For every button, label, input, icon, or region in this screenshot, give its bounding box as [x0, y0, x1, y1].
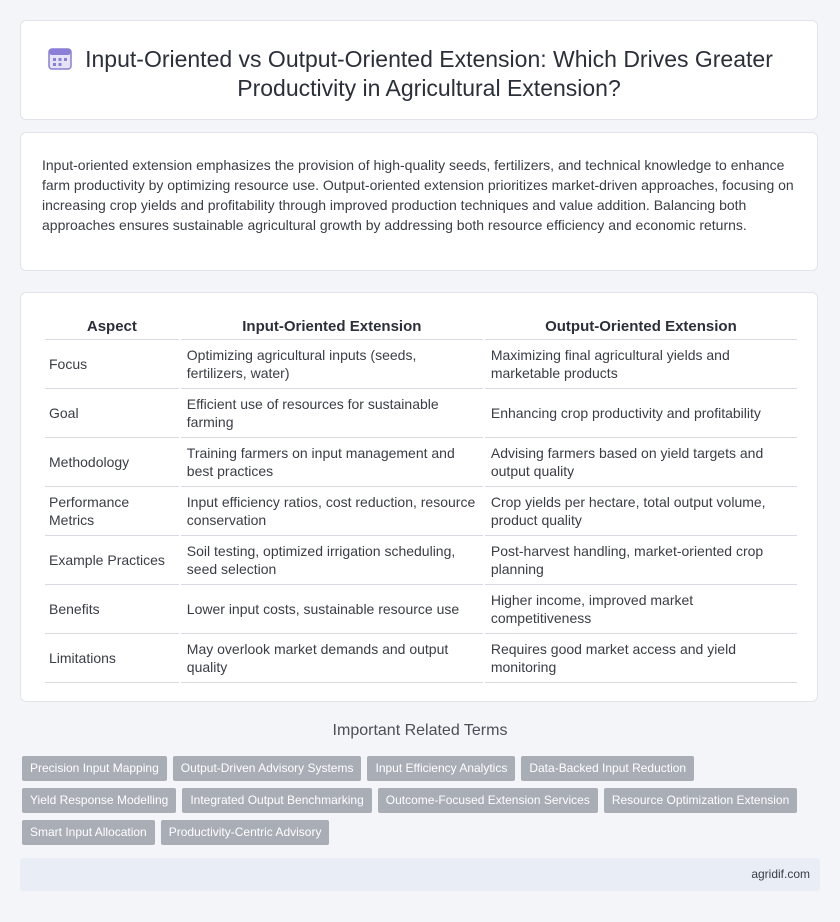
related-term-tag[interactable]: Outcome-Focused Extension Services	[378, 788, 598, 813]
footer	[20, 858, 820, 891]
related-term-tag[interactable]: Productivity-Centric Advisory	[161, 820, 330, 845]
comparison-card	[20, 292, 818, 702]
table-row	[45, 389, 797, 438]
table-row	[45, 438, 797, 487]
table-cell: Post-harvest handling, market-oriented crop planning	[485, 536, 797, 585]
table-cell: Optimizing agricultural inputs (seeds, fertilizers, water)	[181, 340, 483, 389]
table-row	[45, 536, 797, 585]
table-cell: Advising farmers based on yield targets and output quality	[485, 438, 797, 487]
table-cell: Requires good market access and yield monitoring	[485, 634, 797, 683]
table-header-row	[45, 315, 797, 340]
table-row	[45, 487, 797, 536]
table-cell: Higher income, improved market competitiveness	[485, 585, 797, 634]
table-cell: Performance Metrics	[45, 487, 179, 536]
table-cell: Limitations	[45, 634, 179, 683]
table-cell: Crop yields per hectare, total output volume, product quality	[485, 487, 797, 536]
table-cell: Focus	[45, 340, 179, 389]
related-term-tag[interactable]: Smart Input Allocation	[22, 820, 155, 845]
related-terms-list	[22, 756, 812, 845]
table-cell: Goal	[45, 389, 179, 438]
table-cell: Methodology	[45, 438, 179, 487]
title-card	[20, 20, 818, 120]
footer-site-link[interactable]: agridif.com	[751, 867, 810, 881]
table-cell: Input efficiency ratios, cost reduction, resource conservation	[181, 487, 483, 536]
table-cell: Enhancing crop productivity and profitability	[485, 389, 797, 438]
column-header: Output-Oriented Extension	[485, 315, 797, 340]
table-row	[45, 585, 797, 634]
column-header: Aspect	[45, 315, 179, 340]
related-term-tag[interactable]: Data-Backed Input Reduction	[521, 756, 694, 781]
table-cell: Efficient use of resources for sustainable farming	[181, 389, 483, 438]
related-terms-heading: Important Related Terms	[332, 722, 508, 739]
table-row	[45, 340, 797, 389]
page-title: Input-Oriented vs Output-Oriented Extension: Which Drives Greater Productivity in Agricultural Extension?	[85, 46, 773, 101]
table-cell: Training farmers on input management and best practices	[181, 438, 483, 487]
table-row	[45, 634, 797, 683]
related-term-tag[interactable]: Input Efficiency Analytics	[367, 756, 515, 781]
related-term-tag[interactable]: Output-Driven Advisory Systems	[173, 756, 362, 781]
column-header: Input-Oriented Extension	[181, 315, 483, 340]
intro-paragraph: Input-oriented extension emphasizes the provision of high-quality seeds, fertilizers, and technical knowledge to enhance farm productivity by optimizing resource use. Output-oriented extension prioritizes market-driven approaches, focusing on increasing crop yields and profitability through improved production techniques and value addition. Balancing both approaches ensures sustainable agricultural growth by addressing both resource efficiency and economic returns.	[42, 157, 794, 233]
table-cell: Maximizing final agricultural yields and marketable products	[485, 340, 797, 389]
table-cell: Example Practices	[45, 536, 179, 585]
related-term-tag[interactable]: Resource Optimization Extension	[604, 788, 797, 813]
related-term-tag[interactable]: Precision Input Mapping	[22, 756, 167, 781]
table-cell: Lower input costs, sustainable resource use	[181, 585, 483, 634]
table-cell: Benefits	[45, 585, 179, 634]
table-cell: Soil testing, optimized irrigation scheduling, seed selection	[181, 536, 483, 585]
table-cell: May overlook market demands and output quality	[181, 634, 483, 683]
related-term-tag[interactable]: Yield Response Modelling	[22, 788, 176, 813]
comparison-table	[43, 315, 799, 683]
intro-card	[20, 132, 818, 271]
related-term-tag[interactable]: Integrated Output Benchmarking	[182, 788, 371, 813]
